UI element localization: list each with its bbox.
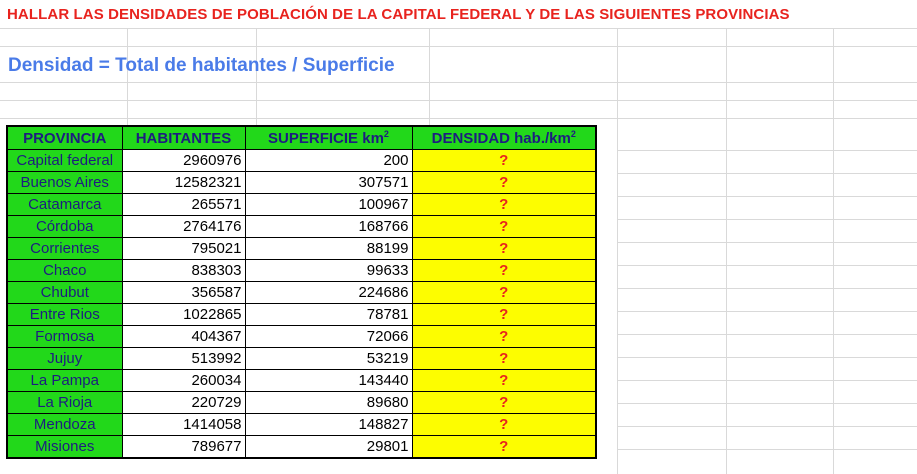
- cell-superficie[interactable]: 148827: [245, 414, 412, 436]
- cell-provincia[interactable]: La Pampa: [7, 370, 122, 392]
- table-row: [7, 370, 596, 392]
- header-superficie-label: SUPERFICIE km: [268, 130, 384, 147]
- cell-densidad[interactable]: ?: [412, 194, 596, 216]
- table-row: [7, 150, 596, 172]
- table-row: [7, 238, 596, 260]
- cell-densidad[interactable]: ?: [412, 282, 596, 304]
- cell-superficie[interactable]: 88199: [245, 238, 412, 260]
- cell-provincia[interactable]: Formosa: [7, 326, 122, 348]
- cell-habitantes[interactable]: 356587: [122, 282, 245, 304]
- superscript-2: 2: [383, 129, 389, 139]
- cell-habitantes[interactable]: 1022865: [122, 304, 245, 326]
- cell-provincia[interactable]: Entre Rios: [7, 304, 122, 326]
- cell-densidad[interactable]: ?: [412, 326, 596, 348]
- cell-densidad[interactable]: ?: [412, 150, 596, 172]
- cell-habitantes[interactable]: 265571: [122, 194, 245, 216]
- cell-habitantes[interactable]: 2960976: [122, 150, 245, 172]
- cell-densidad[interactable]: ?: [412, 216, 596, 238]
- table-row: [7, 260, 596, 282]
- cell-superficie[interactable]: 72066: [245, 326, 412, 348]
- table-row: [7, 194, 596, 216]
- cell-superficie[interactable]: 100967: [245, 194, 412, 216]
- cell-densidad[interactable]: ?: [412, 260, 596, 282]
- cell-habitantes[interactable]: 12582321: [122, 172, 245, 194]
- header-habitantes-label: HABITANTES: [135, 129, 232, 147]
- table-row: [7, 436, 596, 459]
- sheet-title: HALLAR LAS DENSIDADES DE POBLACIÓN DE LA CAPITAL FEDERAL Y DE LAS SIGUIENTES PROVINCIAS: [7, 6, 790, 23]
- cell-provincia[interactable]: La Rioja: [7, 392, 122, 414]
- cell-provincia[interactable]: Chaco: [7, 260, 122, 282]
- cell-superficie[interactable]: 143440: [245, 370, 412, 392]
- cell-superficie[interactable]: 99633: [245, 260, 412, 282]
- cell-densidad[interactable]: ?: [412, 238, 596, 260]
- table-row: [7, 304, 596, 326]
- header-provincia-label: PROVINCIA: [23, 129, 107, 147]
- cell-superficie[interactable]: 78781: [245, 304, 412, 326]
- cell-habitantes[interactable]: 2764176: [122, 216, 245, 238]
- cell-provincia[interactable]: Córdoba: [7, 216, 122, 238]
- header-superficie[interactable]: [245, 126, 412, 150]
- cell-densidad[interactable]: ?: [412, 436, 596, 459]
- cell-habitantes[interactable]: 795021: [122, 238, 245, 260]
- cell-densidad[interactable]: ?: [412, 414, 596, 436]
- cell-habitantes[interactable]: 260034: [122, 370, 245, 392]
- cell-densidad[interactable]: ?: [412, 172, 596, 194]
- cell-habitantes[interactable]: 220729: [122, 392, 245, 414]
- density-formula: Densidad = Total de habitantes / Superficie: [8, 55, 395, 76]
- header-provincia[interactable]: [7, 126, 122, 150]
- table-row: [7, 392, 596, 414]
- cell-superficie[interactable]: 29801: [245, 436, 412, 459]
- superscript-2: 2: [570, 129, 576, 139]
- cell-habitantes[interactable]: 838303: [122, 260, 245, 282]
- header-habitantes[interactable]: [122, 126, 245, 150]
- cell-provincia[interactable]: Buenos Aires: [7, 172, 122, 194]
- cell-superficie[interactable]: 89680: [245, 392, 412, 414]
- cell-provincia[interactable]: Mendoza: [7, 414, 122, 436]
- table-row: [7, 414, 596, 436]
- cell-habitantes[interactable]: 789677: [122, 436, 245, 459]
- cell-superficie[interactable]: 168766: [245, 216, 412, 238]
- table-row: [7, 326, 596, 348]
- cell-provincia[interactable]: Corrientes: [7, 238, 122, 260]
- cell-provincia[interactable]: Chubut: [7, 282, 122, 304]
- table-row: [7, 282, 596, 304]
- cell-provincia[interactable]: Catamarca: [7, 194, 122, 216]
- cell-provincia[interactable]: Capital federal: [7, 150, 122, 172]
- cell-habitantes[interactable]: 1414058: [122, 414, 245, 436]
- cell-habitantes[interactable]: 513992: [122, 348, 245, 370]
- cell-habitantes[interactable]: 404367: [122, 326, 245, 348]
- table-header-row: [7, 126, 596, 150]
- table-row: [7, 216, 596, 238]
- cell-provincia[interactable]: Jujuy: [7, 348, 122, 370]
- cell-superficie[interactable]: 200: [245, 150, 412, 172]
- table-row: [7, 348, 596, 370]
- cell-superficie[interactable]: 224686: [245, 282, 412, 304]
- header-densidad-label: DENSIDAD hab./km: [431, 130, 571, 147]
- cell-provincia[interactable]: Misiones: [7, 436, 122, 459]
- cell-densidad[interactable]: ?: [412, 348, 596, 370]
- province-density-table: [6, 125, 597, 459]
- cell-densidad[interactable]: ?: [412, 304, 596, 326]
- cell-superficie[interactable]: 53219: [245, 348, 412, 370]
- cell-densidad[interactable]: ?: [412, 392, 596, 414]
- cell-superficie[interactable]: 307571: [245, 172, 412, 194]
- header-densidad[interactable]: [412, 126, 596, 150]
- table-row: [7, 172, 596, 194]
- cell-densidad[interactable]: ?: [412, 370, 596, 392]
